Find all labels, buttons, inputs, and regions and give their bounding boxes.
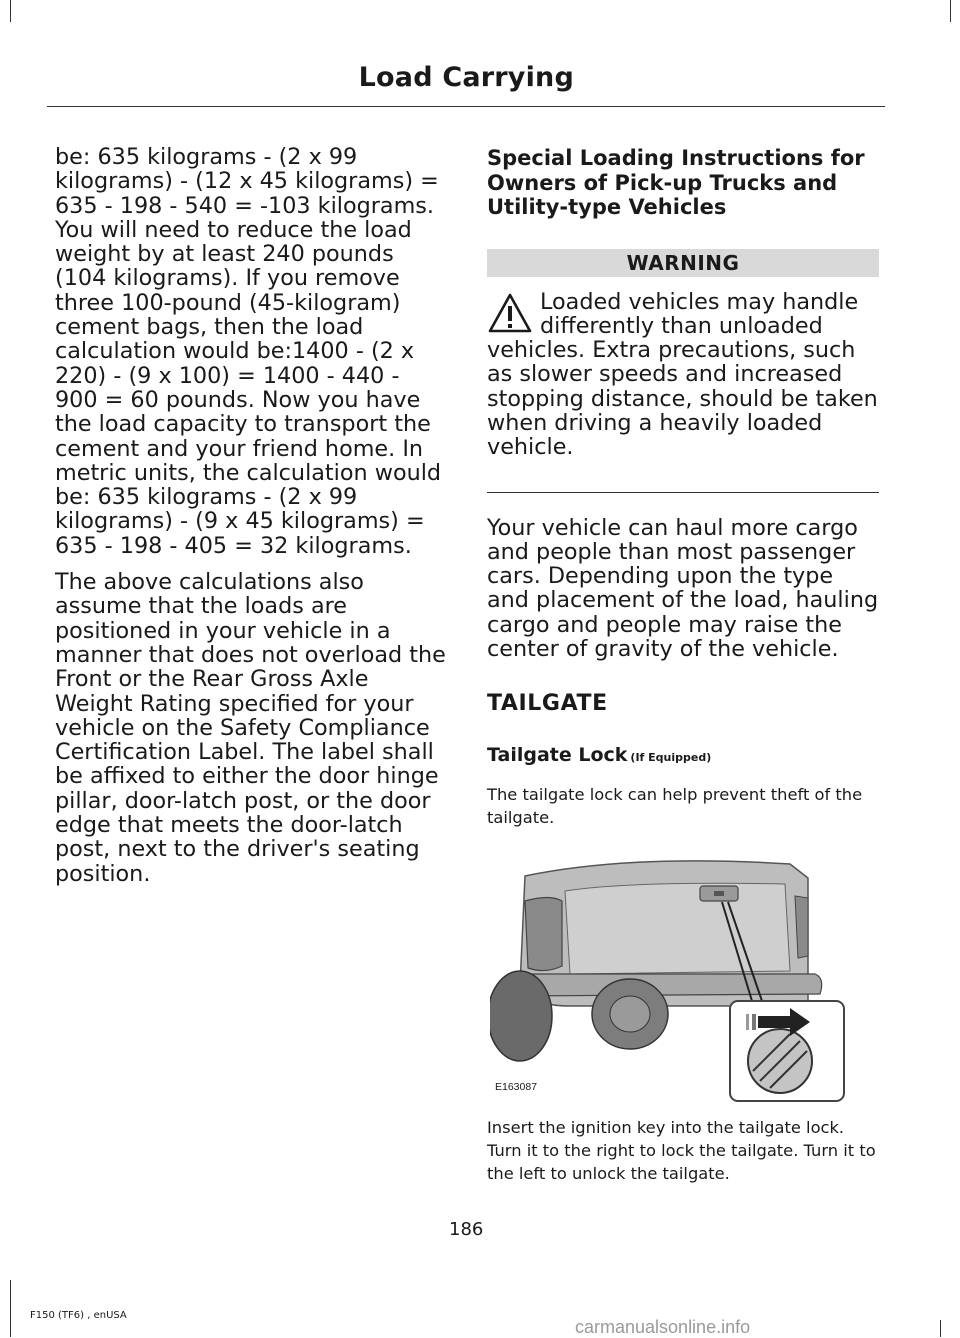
special-loading-heading: Special Loading Instructions for Owners of Pick-up Trucks and Utility-type Vehicles bbox=[487, 146, 865, 219]
tailgate-lock-intro: The tailgate lock can help prevent theft of the tailgate. bbox=[487, 785, 863, 828]
cargo-paragraph: Your vehicle can haul more cargo and people than most passenger cars. Depending upon the type and placement of the load, hauling cargo and people may raise the center of gravity of the vehicle. bbox=[487, 514, 879, 663]
figure-caption: Insert the ignition key into the tailgate lock. Turn it to the right to lock the tailgate. Turn it to the left to unlock the tailgate. bbox=[487, 1118, 876, 1184]
figure-id: E163087 bbox=[495, 1081, 538, 1094]
warning-text-first: Loaded vehicles may handle differently than unloaded bbox=[540, 288, 859, 339]
tailgate-lock-figure bbox=[490, 856, 880, 1106]
tailgate-lock-heading bbox=[487, 744, 879, 766]
page-title: Load Carrying bbox=[358, 62, 574, 93]
right-column bbox=[487, 146, 879, 1185]
warning-box bbox=[487, 290, 879, 460]
crop-mark-bottom-left bbox=[10, 1280, 11, 1337]
crop-mark-bottom-right bbox=[940, 1320, 941, 1337]
warning-text-rest: vehicles. Extra precautions, such as slower speeds and increased stopping distance, should be taken when driving a heavily loaded vehicle. bbox=[487, 337, 878, 461]
tailgate-lock-title: Tailgate Lock bbox=[487, 744, 628, 767]
footer-text: F150 (TF6) , enUSA bbox=[30, 1310, 127, 1321]
warning-banner: WARNING bbox=[487, 249, 879, 277]
truck-tailgate-illustration bbox=[490, 856, 880, 1106]
crop-mark-top-right bbox=[950, 0, 951, 22]
if-equipped-note: (If Equipped) bbox=[630, 751, 712, 765]
paragraph-axle-rating: The above calculations also assume that the loads are positioned in your vehicle in a manner that does not overload the Front or the Rear Gross Axle Weight Rating specified for your vehicle on the Safety Compliance Certification Label. The label shall be affixed to either the door hinge pillar, door-latch post, or the door edge that meets the door-latch post, next to the driver's seating position. bbox=[55, 569, 446, 887]
left-column bbox=[55, 145, 448, 898]
tailgate-heading: TAILGATE bbox=[487, 691, 608, 717]
header-divider bbox=[47, 106, 885, 107]
page-number: 186 bbox=[449, 1219, 484, 1240]
paragraph-calculation: be: 635 kilograms - (2 x 99 kilograms) - (12 x 45 kilograms) = 635 - 198 - 540 = -103 kilograms. You will need to reduce the load weight by at least 240 pounds (104 kilograms). If you remove three 100-pound (45-kilogram) cement bags, then the load calculation would be:1400 - (2 x 220) - (9 x 100) = 1400 - 440 - 900 = 60 pounds. Now you have the load capacity to transport the cement and your friend home. In metric units, the calculation would be: 635 kilograms - (2 x 99 kilograms) - (9 x 45 kilograms) = 635 - 198 - 405 = 32 kilograms. bbox=[55, 144, 442, 559]
watermark: carmanualsonline.info bbox=[575, 1317, 751, 1337]
crop-mark-top-left bbox=[10, 0, 11, 22]
warning-divider bbox=[487, 492, 879, 493]
warning-triangle-icon bbox=[487, 292, 533, 334]
